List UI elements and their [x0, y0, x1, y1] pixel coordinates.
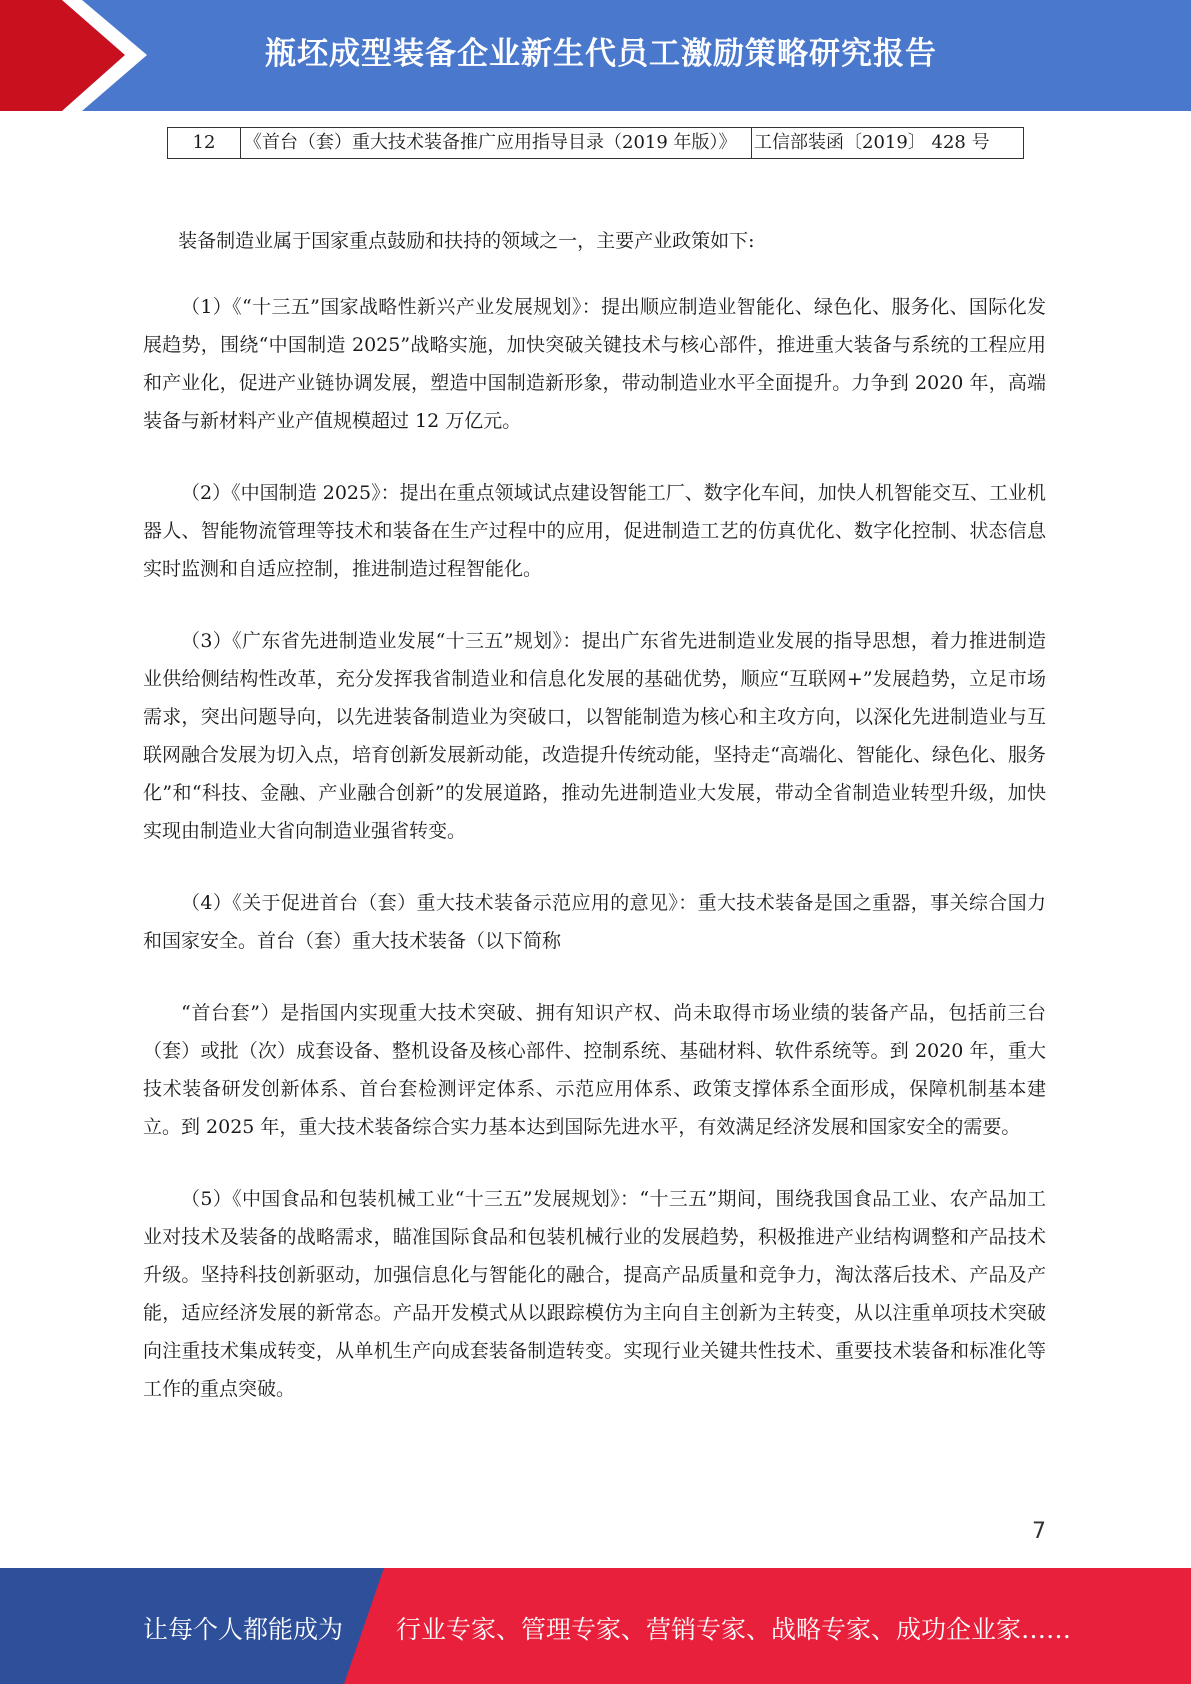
page-footer — [0, 1568, 1191, 1684]
policy-paragraph-4-continued: “首台套”）是指国内实现重大技术突破、拥有知识产权、尚未取得市场业绩的装备产品，包括前三台（套）或批（次）成套设备、整机设备及核心部件、控制系统、基础材料、软件系统等。到 2020 年，重大技术装备研发创新体系、首台套检测评定体系、示范应用体系、政策支撑体系全面形成，保障机制基本建立。到 2025 年，重大技术装备综合实力基本达到国际先进水平，有效满足经济发展和国家安全的需要。 — [143, 1002, 1046, 1138]
page-header — [0, 0, 1191, 111]
policy-paragraph-4: （4）《关于促进首台（套）重大技术装备示范应用的意见》：重大技术装备是国之重器，事关综合国力和国家安全。首台（套）重大技术装备（以下简称 — [143, 892, 1046, 952]
policy-paragraph-5: （5）《中国食品和包装机械工业“十三五”发展规划》：“十三五”期间，围绕我国食品工业、农产品加工业对技术及装备的战略需求，瞄准国际食品和包装机械行业的发展趋势，积极推进产业结构调整和产品技术升级。坚持科技创新驱动，加强信息化与智能化的融合，提高产品质量和竞争力，淘汰落后技术、产品及产能，适应经济发展的新常态。产品开发模式从以跟踪模仿为主向自主创新为主转变，从以注重单项技术突破向注重技术集成转变，从单机生产向成套装备制造转变。实现行业关键共性技术、重要技术装备和标准化等工作的重点突破。 — [143, 1188, 1046, 1400]
table-row — [168, 128, 1024, 159]
footer-slogan-right: 行业专家、管理专家、营销专家、战略专家、成功企业家…… — [396, 1615, 1072, 1644]
table-cell-number: 12 — [168, 128, 241, 159]
report-title: 瓶坯成型装备企业新生代员工激励策略研究报告 — [265, 36, 937, 72]
policy-paragraph-3: （3）《广东省先进制造业发展“十三五”规划》：提出广东省先进制造业发展的指导思想，着力推进制造业供给侧结构性改革，充分发挥我省制造业和信息化发展的基础优势，顺应“互联网+”发展趋势，立足市场需求，突出问题导向，以先进装备制造业为突破口，以智能制造为核心和主攻方向，以深化先进制造业与互联网融合发展为切入点，培育创新发展新动能，改造提升传统动能，坚持走“高端化、智能化、绿色化、服务化”和“科技、金融、产业融合创新”的发展道路，推动先进制造业大发展，带动全省制造业转型升级，加快实现由制造业大省向制造业强省转变。 — [143, 630, 1046, 842]
table-cell-document-number: 工信部装函〔2019〕 428 号 — [752, 128, 1024, 159]
document-body — [143, 222, 1046, 1408]
footer-slogan-left: 让每个人都能成为 — [143, 1615, 344, 1644]
policy-table — [167, 127, 1024, 159]
policy-paragraph-1: （1）《“十三五”国家战略性新兴产业发展规划》：提出顺应制造业智能化、绿色化、服务化、国际化发展趋势，围绕“中国制造 2025”战略实施，加快突破关键技术与核心部件，推进重大装备与系统的工程应用和产业化，促进产业链协调发展，塑造中国制造新形象，带动制造业水平全面提升。力争到 2020 年，高端装备与新材料产业产值规模超过 12 万亿元。 — [143, 296, 1046, 432]
table-cell-policy-name: 《首台（套）重大技术装备推广应用指导目录（2019 年版）》 — [241, 128, 752, 159]
page-number: 7 — [1032, 1519, 1046, 1544]
policy-paragraph-2: （2）《中国制造 2025》：提出在重点领域试点建设智能工厂、数字化车间，加快人机智能交互、工业机器人、智能物流管理等技术和装备在生产过程中的应用，促进制造工艺的仿真优化、数字化控制、状态信息实时监测和自适应控制，推进制造过程智能化。 — [143, 482, 1046, 580]
intro-paragraph: 装备制造业属于国家重点鼓励和扶持的领域之一，主要产业政策如下: — [178, 230, 755, 252]
